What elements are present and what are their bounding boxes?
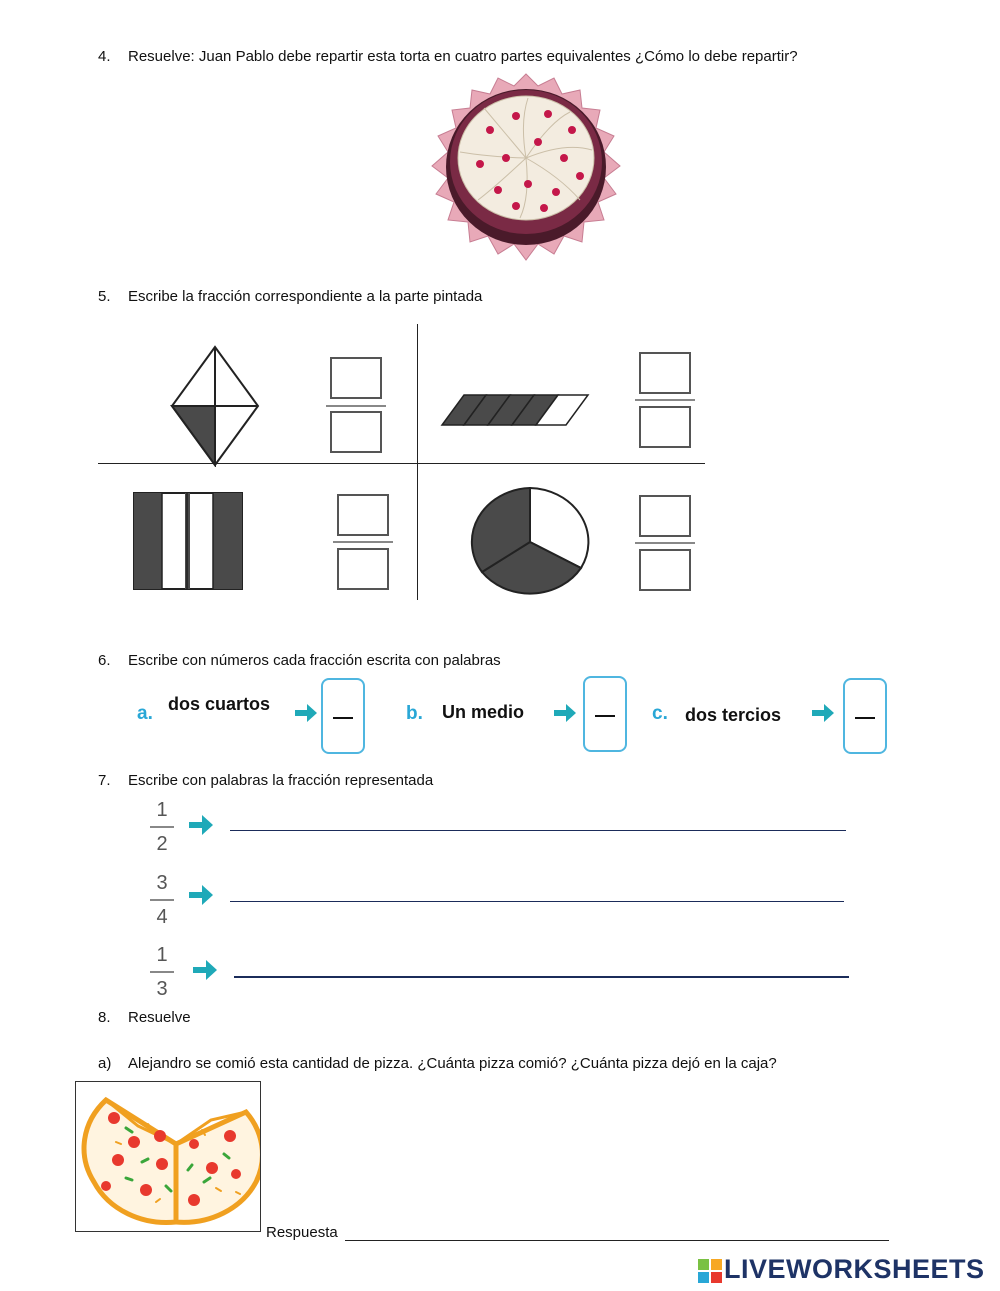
fraction-bar — [635, 399, 695, 401]
answer-line[interactable] — [234, 976, 849, 978]
pizza-image-frame — [75, 1081, 261, 1232]
answer-label: Respuesta — [266, 1224, 338, 1241]
question-text: Escribe la fracción correspondiente a la parte pintada — [128, 288, 483, 305]
fraction-words: dos cuartos — [168, 694, 271, 714]
answer-box-a[interactable] — [321, 678, 365, 754]
question-text: Escribe con palabras la fracción representada — [128, 772, 434, 789]
question-number: 5. — [98, 288, 111, 305]
fraction-bar — [333, 541, 393, 543]
striped-rectangle-figure — [133, 492, 243, 590]
denominator-box[interactable] — [337, 548, 389, 590]
arrow-right-icon — [552, 702, 578, 724]
arrow-right-icon — [293, 702, 319, 724]
answer-box-b[interactable] — [583, 676, 627, 752]
question-text: Escribe con números cada fracción escrita con palabras — [128, 652, 501, 669]
item-letter: a. — [137, 703, 153, 724]
fraction-bar — [326, 405, 386, 407]
answer-line[interactable] — [230, 901, 844, 902]
fraction-display — [150, 944, 174, 1000]
numerator: 3 — [156, 872, 168, 894]
fraction-display — [150, 799, 174, 855]
denominator: 3 — [156, 978, 168, 1000]
numerator: 1 — [156, 799, 168, 821]
question-4 — [98, 48, 798, 65]
question-text: Resuelve: Juan Pablo debe repartir esta torta en cuatro partes equivalentes ¿Cómo lo debe repartir? — [128, 48, 798, 65]
numerator: 1 — [156, 944, 168, 966]
question-number: 7. — [98, 772, 111, 789]
denominator-box[interactable] — [639, 406, 691, 448]
arrow-right-icon — [191, 958, 219, 982]
arrow-right-icon — [810, 702, 836, 724]
item-letter: b. — [406, 703, 423, 724]
liveworksheets-logo-icon — [698, 1259, 722, 1283]
numerator-box[interactable] — [639, 495, 691, 537]
question-8a — [98, 1055, 777, 1072]
numerator-box[interactable] — [330, 357, 382, 399]
question-number: 4. — [98, 48, 111, 65]
denominator: 2 — [156, 833, 168, 855]
arrow-right-icon — [187, 813, 215, 837]
answer-box-c[interactable] — [843, 678, 887, 754]
answer-line[interactable] — [345, 1240, 889, 1241]
question-number: a) — [98, 1055, 112, 1072]
numerator-box[interactable] — [639, 352, 691, 394]
cake-illustration — [420, 72, 632, 262]
brand-name[interactable]: LIVEWORKSHEETS — [724, 1254, 985, 1284]
denominator: 4 — [156, 906, 168, 928]
item-letter: c. — [652, 703, 668, 724]
fraction-display — [150, 872, 174, 928]
pizza-illustration — [76, 1082, 260, 1231]
rhombus-figure — [170, 345, 260, 467]
circle-thirds-figure — [468, 486, 592, 598]
fraction-words: Un medio — [442, 702, 525, 722]
denominator-box[interactable] — [330, 411, 382, 453]
parallelogram-bar-figure — [440, 393, 590, 427]
question-7 — [98, 772, 433, 789]
question-8 — [98, 1009, 191, 1026]
question-5 — [98, 288, 482, 305]
question-number: 8. — [98, 1009, 111, 1026]
question-number: 6. — [98, 652, 111, 669]
question-text: Alejandro se comió esta cantidad de pizza. ¿Cuánta pizza comió? ¿Cuánta pizza dejó en la caja? — [128, 1055, 777, 1072]
denominator-box[interactable] — [639, 549, 691, 591]
answer-line[interactable] — [230, 830, 846, 831]
arrow-right-icon — [187, 883, 215, 907]
fraction-words: dos tercios — [685, 705, 782, 725]
fraction-bar — [635, 542, 695, 544]
numerator-box[interactable] — [337, 494, 389, 536]
question-6 — [98, 652, 501, 669]
question-text: Resuelve — [128, 1009, 191, 1026]
grid-vertical-line — [417, 324, 418, 600]
